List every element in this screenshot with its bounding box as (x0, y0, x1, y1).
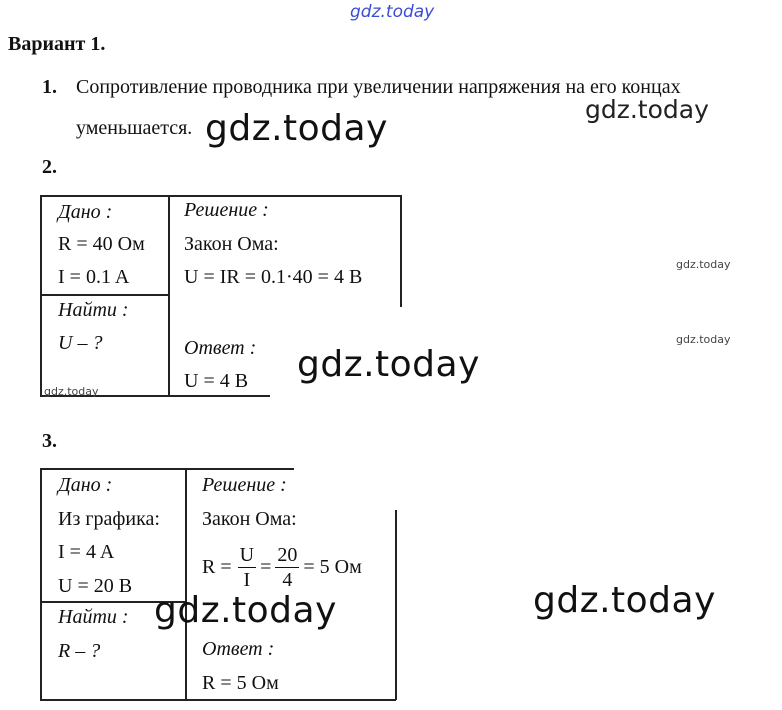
watermark-task3-right: gdz.today (533, 580, 716, 621)
fraction-u-over-i: $\frac{U}{I}$ (239, 543, 255, 591)
task2-find: U – ? (58, 332, 103, 354)
task2-answer-label: Ответ : (184, 337, 257, 359)
task2-solution-label: Решение : (184, 199, 269, 221)
fraction-20-over-4: $\frac{20}{4}$ (277, 543, 298, 591)
watermark-task2-corner: gdz.today (44, 385, 99, 398)
task2-number: 2. (42, 156, 57, 178)
task2-find-label: Найти : (58, 299, 129, 321)
task3-formula: R = $\frac{U}{I}$ = $\frac{20}{4}$ = 5 Ом (202, 543, 362, 591)
watermark-task3: gdz.today (154, 590, 337, 631)
watermark-task2-small1: gdz.today (676, 258, 731, 271)
task1-line1: Сопротивление проводника при увеличении напряжения на его концах (76, 76, 681, 98)
task3-solution-label: Решение : (202, 474, 287, 496)
task3-answer-label: Ответ : (202, 638, 275, 660)
task2-law: Закон Ома: (184, 233, 279, 255)
watermark-task2-small2: gdz.today (676, 333, 731, 346)
task2-answer: U = 4 B (184, 370, 249, 392)
task1-line2: уменьшается. (76, 117, 193, 139)
task2-given-r: R = 40 Ом (58, 233, 145, 255)
task3-given-label: Дано : (58, 474, 113, 496)
task3-number: 3. (42, 430, 57, 452)
task3-from-graph: Из графика: (58, 508, 160, 530)
watermark-task2: gdz.today (297, 344, 480, 385)
task2-given-i: I = 0.1 A (58, 266, 130, 288)
watermark-top: gdz.today (350, 2, 435, 22)
watermark-task1-right: gdz.today (585, 95, 709, 124)
variant-title: Вариант 1. (8, 33, 106, 55)
task3-find-label: Найти : (58, 606, 129, 628)
task2-formula: U = IR = 0.1·40 = 4 B (184, 266, 363, 288)
task3-given-i: I = 4 A (58, 541, 115, 563)
task1-number: 1. (42, 76, 57, 98)
task3-answer: R = 5 Ом (202, 672, 279, 694)
task2-given-label: Дано : (58, 201, 113, 223)
task3-find: R – ? (58, 640, 101, 662)
watermark-task1: gdz.today (205, 108, 388, 149)
task3-law: Закон Ома: (202, 508, 297, 530)
task3-given-u: U = 20 B (58, 575, 133, 597)
